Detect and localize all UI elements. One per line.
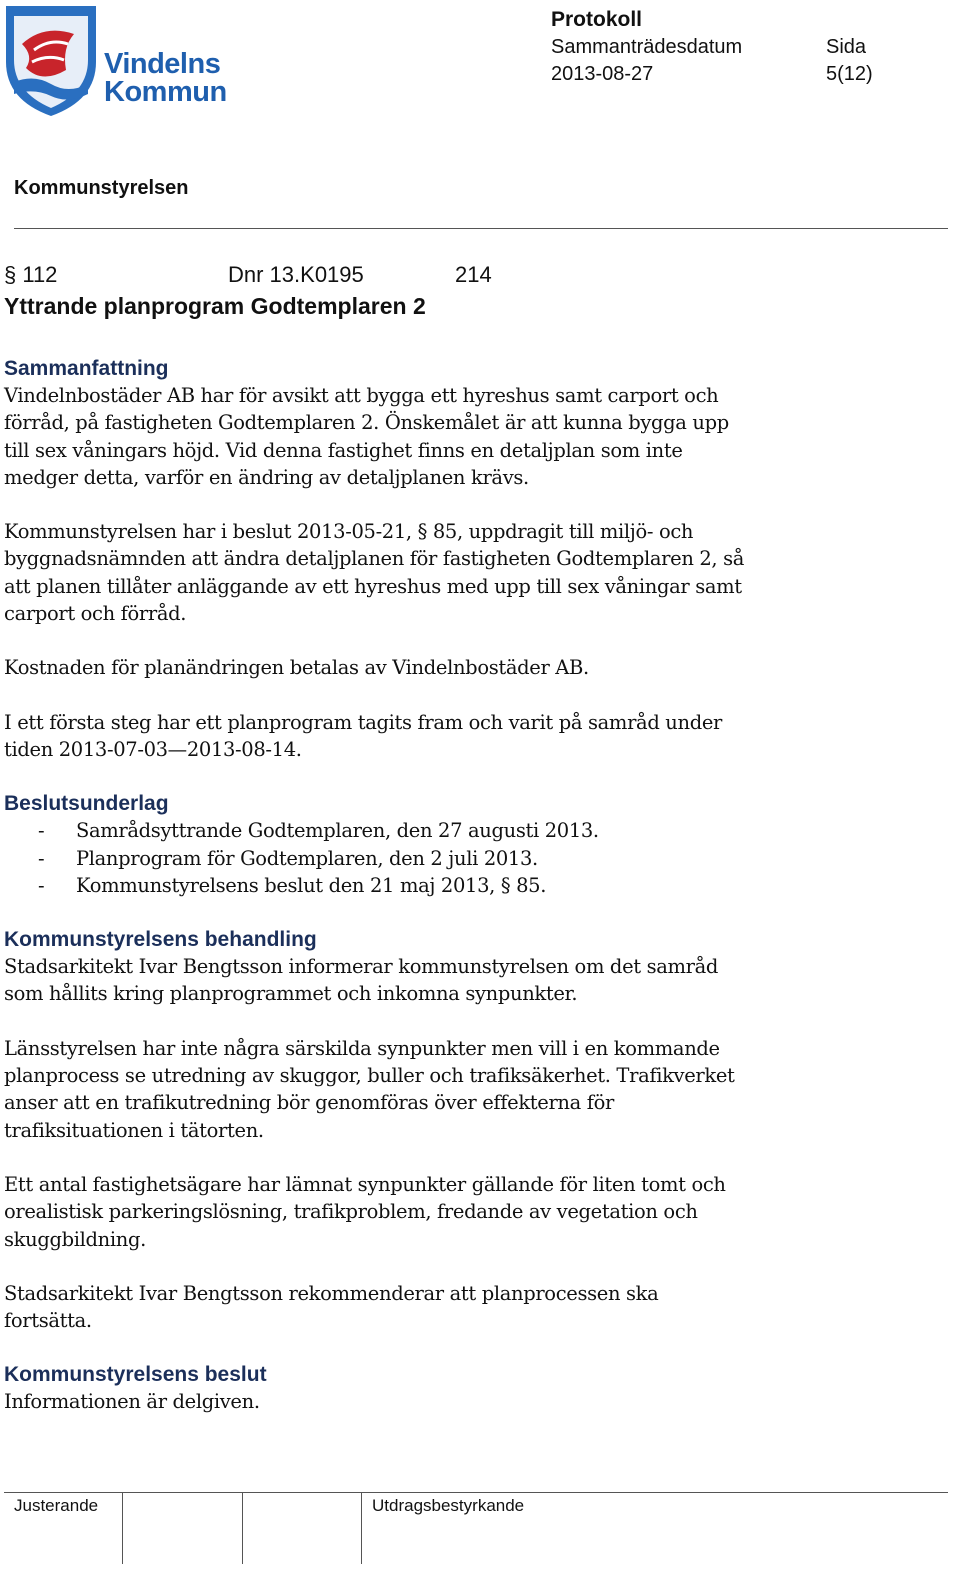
dash-marker: - — [38, 819, 45, 843]
list-item — [4, 872, 944, 899]
header-divider — [14, 228, 948, 229]
handling-line: fortsätta. — [4, 1309, 92, 1333]
cost-line: Kostnaden för planändringen betalas av Vindelnbostäder AB. — [4, 656, 589, 680]
handling-line: trafiksituationen i tätorten. — [4, 1118, 264, 1142]
case-number: 214 — [455, 262, 492, 287]
result-heading: Kommunstyrelsens beslut — [4, 1363, 267, 1387]
decision-line: byggnadsnämnden att ändra detaljplanen för fastigheten Godtemplaren 2, så — [4, 547, 745, 571]
signature-cell-divider — [361, 1492, 362, 1564]
basis-item-text: Samrådsyttrande Godtemplaren, den 27 augusti 2013. — [76, 819, 599, 843]
page-label: Sida — [826, 36, 867, 58]
basis-item-text: Planprogram för Godtemplaren, den 2 juli 2013. — [76, 846, 538, 870]
handling-line: Länsstyrelsen har inte några särskilda synpunkter men vill i en kommande — [4, 1036, 720, 1060]
organization-name: Kommunstyrelsen — [14, 177, 189, 199]
basis-list — [4, 817, 944, 899]
dash-marker: - — [38, 873, 45, 897]
consultation-line: tiden 2013-07-03—2013-08-14. — [4, 737, 302, 761]
logo-wordmark — [104, 50, 227, 106]
list-item — [4, 845, 944, 872]
summary-heading: Sammanfattning — [4, 357, 169, 380]
logo-line-2: Kommun — [104, 76, 227, 108]
certification-label: Utdragsbestyrkande — [372, 1496, 525, 1515]
result-text: Informationen är delgiven. — [4, 1390, 260, 1414]
summary-line: medger detta, varför en ändring av detaljplanen krävs. — [4, 465, 529, 489]
logo-line-1: Vindelns — [104, 48, 221, 80]
basis-item-text: Kommunstyrelsens beslut den 21 maj 2013, § 85. — [76, 873, 547, 897]
case-dnr: Dnr 13.K0195 — [228, 262, 364, 287]
handling-line: planprocess se utredning av skuggor, buller och trafiksäkerhet. Trafikverket — [4, 1064, 735, 1088]
dash-marker: - — [38, 846, 45, 870]
footer-divider — [4, 1492, 948, 1493]
summary-line: till sex våningars höjd. Vid denna fastighet finns en detaljplan som inte — [4, 438, 683, 462]
adjuster-label: Justerande — [14, 1496, 99, 1515]
handling-line: orealistisk parkeringslösning, trafikproblem, fredande av vegetation och — [4, 1200, 698, 1224]
case-title: Yttrande planprogram Godtemplaren 2 — [4, 293, 426, 319]
page-number: 5(12) — [826, 63, 873, 85]
handling-line: Stadsarkitekt Ivar Bengtsson rekommenderar att planprocessen ska — [4, 1281, 659, 1305]
decision-line: att planen tillåter anläggande av ett hyreshus med upp till sex våningar samt — [4, 574, 742, 598]
meeting-date-label: Sammanträdesdatum — [551, 36, 743, 58]
decision-line: Kommunstyrelsen har i beslut 2013-05-21, § 85, uppdragit till miljö- och — [4, 520, 694, 544]
signature-cell-divider — [242, 1492, 243, 1564]
protocol-body — [4, 355, 944, 1416]
basis-heading: Beslutsunderlag — [4, 792, 169, 816]
municipality-logo — [4, 4, 244, 116]
document-type: Protokoll — [551, 8, 643, 31]
case-paragraph: § 112 — [4, 262, 58, 287]
handling-line: anser att en trafikutredning bör genomföras över effekterna för — [4, 1091, 614, 1115]
list-item — [4, 817, 944, 844]
handling-line: som hållits kring planprogrammet och inkomna synpunkter. — [4, 982, 578, 1006]
signature-cell-divider — [122, 1492, 123, 1564]
summary-line: förråd, på fastigheten Godtemplaren 2. Önskemålet är att kunna bygga upp — [4, 411, 729, 435]
decision-line: carport och förråd. — [4, 602, 187, 626]
handling-line: skuggbildning. — [4, 1227, 146, 1251]
summary-line: Vindelnbostäder AB har för avsikt att bygga ett hyreshus samt carport och — [4, 384, 719, 407]
handling-line: Stadsarkitekt Ivar Bengtsson informerar kommunstyrelsen om det samråd — [4, 955, 719, 979]
meeting-date-value: 2013-08-27 — [551, 63, 654, 85]
handling-heading: Kommunstyrelsens behandling — [4, 928, 317, 952]
consultation-line: I ett första steg har ett planprogram tagits fram och varit på samråd under — [4, 710, 723, 734]
handling-line: Ett antal fastighetsägare har lämnat synpunkter gällande för liten tomt och — [4, 1172, 726, 1196]
